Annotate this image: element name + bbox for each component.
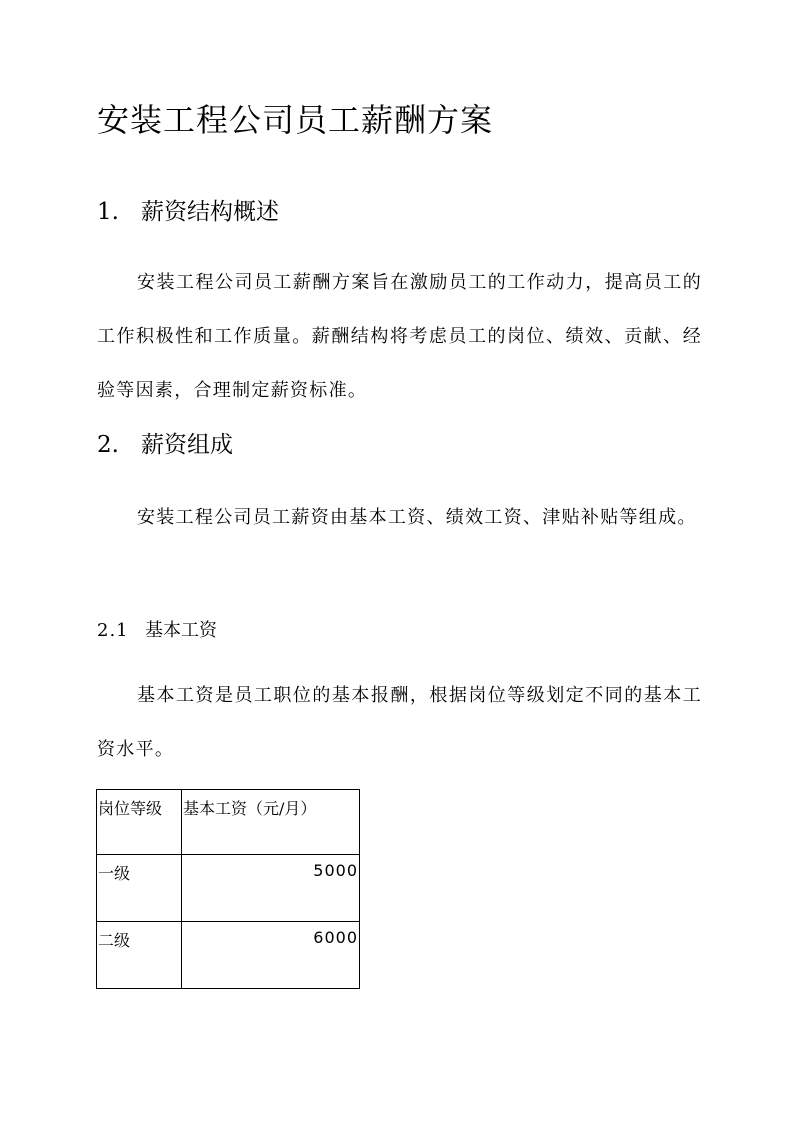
section-1-number: 1.: [97, 199, 119, 225]
cell-level: 二级: [97, 922, 182, 989]
section-2-title: 薪资组成: [141, 432, 233, 458]
salary-table: [96, 789, 360, 989]
section-1-heading: [97, 195, 279, 229]
cell-salary: 6000: [182, 922, 360, 989]
section-2-1-title: 基本工资: [145, 620, 217, 641]
section-2-heading: [97, 428, 233, 462]
document-title: 安装工程公司员工薪酬方案: [97, 101, 494, 139]
section-1-paragraph: 安装工程公司员工薪酬方案旨在激励员工的工作动力，提高员工的工作积极性和工作质量。薪酬结构将考虑员工的岗位、绩效、贡献、经验等因素，合理制定薪资标准。: [97, 272, 702, 401]
table-row: [97, 855, 360, 922]
table-header-row: [97, 790, 360, 855]
table-row: [97, 922, 360, 989]
section-2-number: 2.: [97, 432, 119, 458]
header-position-level: 岗位等级: [97, 790, 182, 855]
header-base-salary: 基本工资（元/月）: [182, 790, 360, 855]
section-2-1-heading: [97, 617, 217, 645]
section-2-paragraph: 安装工程公司员工薪资由基本工资、绩效工资、津贴补贴等组成。: [137, 507, 697, 528]
section-2-1-paragraph: 基本工资是员工职位的基本报酬，根据岗位等级划定不同的基本工资水平。: [97, 685, 702, 760]
section-2-1-number: 2.1: [97, 620, 129, 641]
cell-salary: 5000: [182, 855, 360, 922]
cell-level: 一级: [97, 855, 182, 922]
section-1-title: 薪资结构概述: [141, 199, 279, 225]
